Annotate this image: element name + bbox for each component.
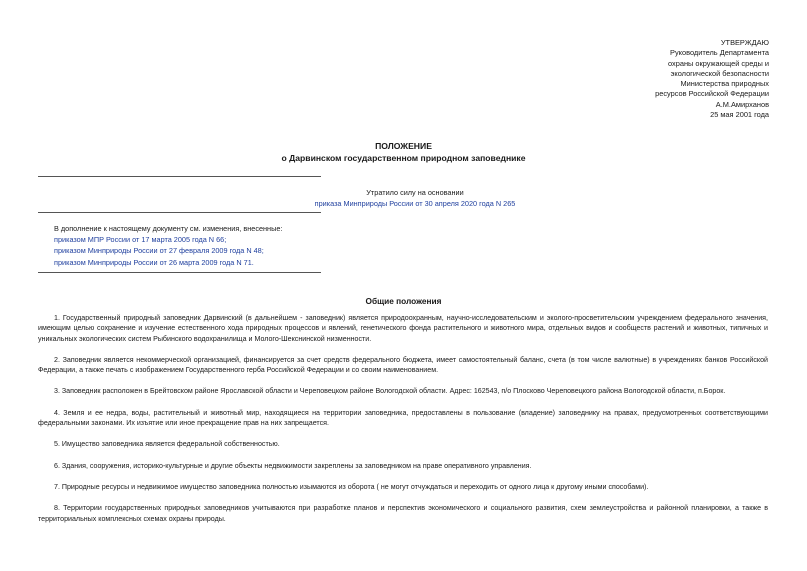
paragraph: 1. Государственный природный заповедник Дарвинский (в дальнейшем - заповедник) является природоохранным, научно-исследовательским и эколого-просветительским учреждением федерального значения, имеющим целью сохранение и изучение естественного хода природных процессов и явлений, генетического фонда растительного и животного мира, отдельных видов и сообществ растений и животных, типичных и уникальных экологических систем Рыбинского водохранилища и Молого-Шекснинской низменности. [38,314,768,343]
lost-force-link[interactable]: приказа Минприроды России от 30 апреля 2020 года N 265 [314,199,516,208]
title-line-2: о Дарвинском государственном природном заповеднике [281,153,526,163]
paragraph: 6. Здания, сооружения, историко-культурные и другие объекты недвижимости закреплены за заповедником на праве оперативного управления. [54,461,532,470]
paragraph: 4. Земля и ее недра, воды, растительный и животный мир, находящиеся на территории заповедника, предоставлены в пользование (владение) заповеднику на правах, предусмотренных соответствующими федеральными законами. Их изъятие или иное прекращение прав на них запрещается. [38,408,768,428]
amendment-link[interactable]: приказом Минприроды России от 27 февраля 2009 года N 48; [54,246,264,256]
amendments-block [54,223,454,268]
lost-force-text: Утратило силу на основании [366,188,464,197]
approval-line: охраны окружающей среды и [668,58,769,68]
approval-line: экологической безопасности [670,68,769,78]
approval-line: ресурсов Российской Федерации [655,89,769,99]
document-title [0,140,807,164]
paragraph: 3. Заповедник расположен в Брейтовском районе Ярославской области и Череповецком районе Вологодской области. Адрес: 162543, п/о Плосково Череповецкого района Вологодской области, п.Борок. [54,387,726,396]
approval-line: 25 мая 2001 года [710,110,769,120]
section-body [38,313,768,535]
amendment-link[interactable]: приказом Минприроды России от 26 марта 2009 года N 71. [54,257,254,267]
paragraph: 7. Природные ресурсы и недвижимое имущество заповедника полностью изымаются из оборота ( не могут отчуждаться и переходить от одного лица к другому иными способами). [54,482,649,491]
amendments-intro: В дополнение к настоящему документу см. изменения, внесенные: [54,224,283,233]
paragraph: 5. Имущество заповедника является федеральной собственностью. [54,440,280,449]
approval-line: УТВЕРЖДАЮ [720,38,769,47]
title-line-1: ПОЛОЖЕНИЕ [375,141,432,151]
section-heading: Общие положения [365,296,442,306]
lost-force-notice [230,187,600,209]
approval-line: Руководитель Департамента [670,48,769,58]
approval-line: Министерства природных [680,79,769,89]
paragraph: 2. Заповедник является некоммерческой организацией, финансируется за счет средств федерального бюджета, имеет самостоятельный баланс, счета (в том числе валютные) в учреждениях банков Российской Федерации, а также печать с изображением Государственного герба Российской Федерации и со своим наименованием. [38,355,768,375]
paragraph: 8. Территории государственных природных заповедников учитываются при разработке планов и перспектив экономического и социального развития, схем землеустройства и районной планировки, а также в территориальных комплексных схемах охраны природы. [38,504,768,523]
divider [38,272,321,273]
approval-line: А.М.Амирханов [715,99,769,109]
divider [38,176,321,177]
approval-block [549,38,769,120]
amendment-link[interactable]: приказом МПР России от 17 марта 2005 года N 66; [54,235,227,245]
divider [38,212,321,213]
